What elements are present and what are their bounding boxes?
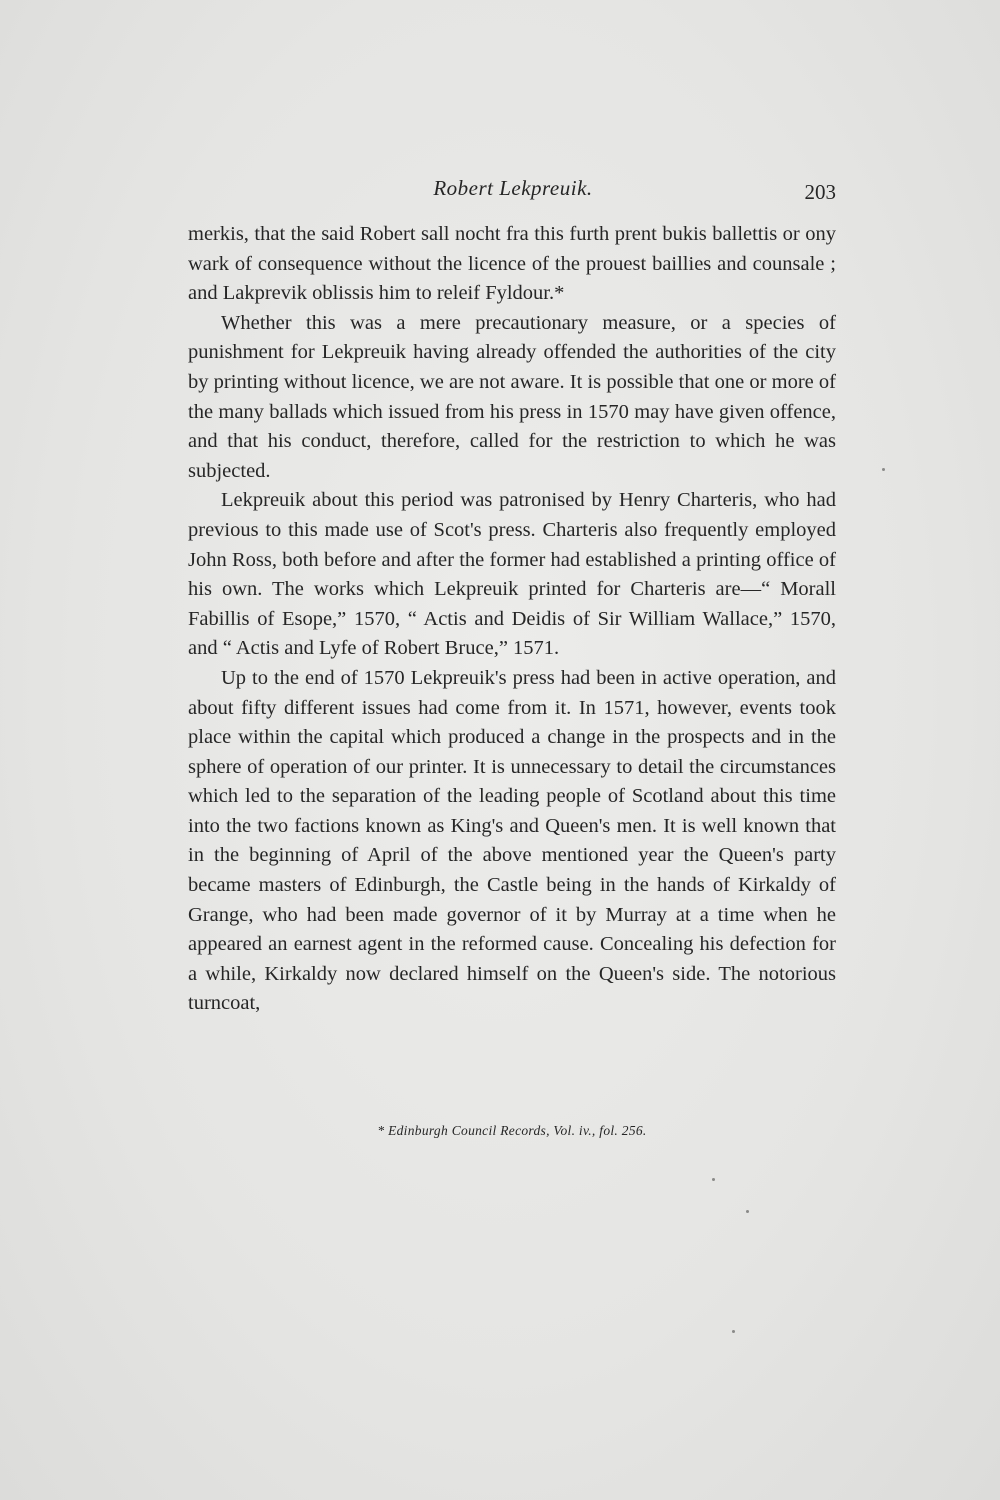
paper-speck: [746, 1210, 749, 1213]
paper-speck: [712, 1178, 715, 1181]
paper-speck: [732, 1330, 735, 1333]
paragraph-continuation: merkis, that the said Robert sall nocht fra this furth prent bukis ballettis or ony wark of consequence without the licence of the prouest baillies and counsale ; and Lakprevik oblissis him to releif Fyldour.*: [188, 223, 836, 305]
body-text: [188, 220, 836, 1019]
running-head: [188, 176, 838, 206]
paragraph: Lekpreuik about this period was patronised by Henry Charteris, who had previous to this made use of Scot's press. Charteris also frequently employed John Ross, both before and after the former had established a printing office of his own. The works which Lekpreuik printed for Charteris are—“ Morall Fabillis of Esope,” 1570, “ Actis and Deidis of Sir William Wallace,” 1570, and “ Actis and Lyfe of Robert Bruce,” 1571.: [188, 489, 836, 660]
paragraph: Up to the end of 1570 Lekpreuik's press had been in active operation, and about fifty different issues had come from it. In 1571, however, events took place within the capital which produced a change in the prospects and in the sphere of operation of our printer. It is unnecessary to detail the circumstances which led to the separation of the leading people of Scotland about this time into the two factions known as King's and Queen's men. It is well known that in the beginning of April of the above mentioned year the Queen's party became masters of Edinburgh, the Castle being in the hands of Kirkaldy of Grange, who had been made governor of it by Murray at a time when he appeared an earnest agent in the reformed cause. Concealing his defection for a while, Kirkaldy now declared himself on the Queen's side. The notorious turncoat,: [188, 666, 836, 1015]
paragraph: Whether this was a mere precautionary measure, or a species of punishment for Lekpreuik having already offended the authorities of the city by printing without licence, we are not aware. It is possible that one or more of the many ballads which issued from his press in 1570 may have given offence, and that his conduct, therefore, called for the restriction to which he was subjected.: [188, 311, 836, 482]
footnote: * Edinburgh Council Records, Vol. iv., fol. 256.: [377, 1123, 647, 1138]
paper-speck: [882, 468, 885, 471]
running-title: Robert Lekpreuik.: [433, 176, 593, 200]
page-number: 203: [804, 180, 836, 204]
